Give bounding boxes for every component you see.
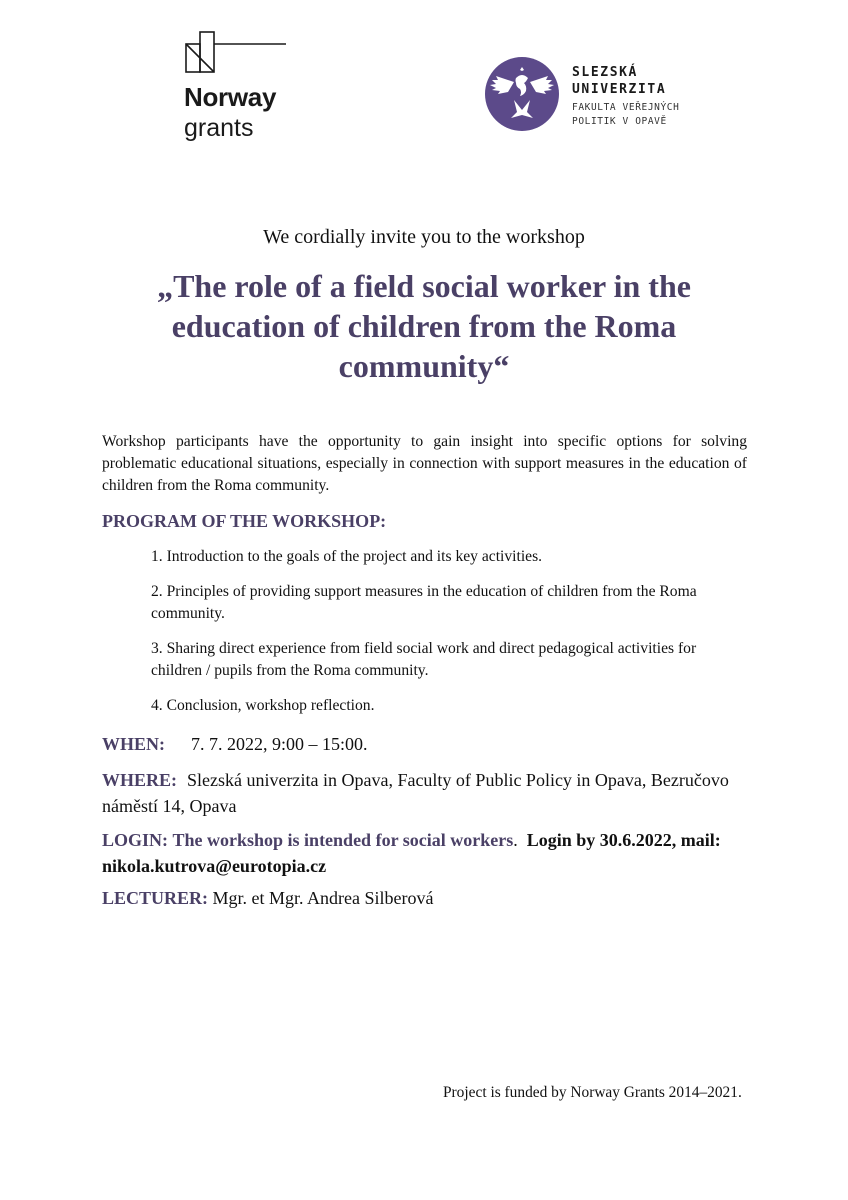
lecturer-value: Mgr. et Mgr. Andrea Silberová <box>212 888 434 908</box>
where-row <box>102 767 752 819</box>
university-name-line1: SLEZSKÁ <box>572 65 638 80</box>
workshop-title: „The role of a field social worker in the education of children from the Roma community“ <box>157 268 691 384</box>
faculty-name-line1: FAKULTA VEŘEJNÝCH <box>572 102 680 113</box>
lecturer-label: LECTURER: <box>102 888 209 908</box>
university-name-line2: UNIVERZITA <box>572 82 667 97</box>
program-item: 1. Introduction to the goals of the project and its key activities. <box>151 548 543 565</box>
when-row <box>102 731 752 757</box>
invite-line: We cordially invite you to the workshop <box>263 226 585 248</box>
where-label: WHERE: <box>102 770 178 790</box>
program-list <box>151 546 741 730</box>
program-item: 3. Sharing direct experience from field social work and direct pedagogical activities for children / pupils from the Roma community. <box>151 640 697 679</box>
program-item: 2. Principles of providing support measures in the education of children from the Roma community. <box>151 583 697 622</box>
funding-footer: Project is funded by Norway Grants 2014–2021. <box>443 1084 742 1101</box>
norway-grants-logo-icon <box>184 30 294 74</box>
norway-grants-word-grants: grants <box>184 114 254 142</box>
login-row <box>102 827 752 879</box>
university-eagle-crest-icon <box>484 56 560 132</box>
university-name <box>572 64 679 129</box>
lecturer-row <box>102 885 752 911</box>
login-intended: The workshop is intended for social workers <box>172 830 514 850</box>
login-deadline[interactable]: Login by 30.6.2022, mail: nikola.kutrova@eurotopia.cz <box>102 830 721 876</box>
when-label: WHEN: <box>102 734 165 754</box>
program-heading: PROGRAM OF THE WORKSHOP: <box>102 511 387 531</box>
program-item: 4. Conclusion, workshop reflection. <box>151 697 375 714</box>
login-label: LOGIN: <box>102 830 169 850</box>
intro-paragraph: Workshop participants have the opportunity to gain insight into specific options for solving problematic educational situations, especially in connection with support measures in the education of children from the Roma community. <box>102 433 747 494</box>
faculty-name-line2: POLITIK V OPAVĚ <box>572 116 667 127</box>
where-value: Slezská univerzita in Opava, Faculty of Public Policy in Opava, Bezručovo náměstí 14, Opava <box>102 770 729 816</box>
when-value: 7. 7. 2022, 9:00 – 15:00. <box>191 734 368 754</box>
norway-grants-word-norway: Norway <box>184 82 277 112</box>
login-period: . <box>513 830 527 850</box>
